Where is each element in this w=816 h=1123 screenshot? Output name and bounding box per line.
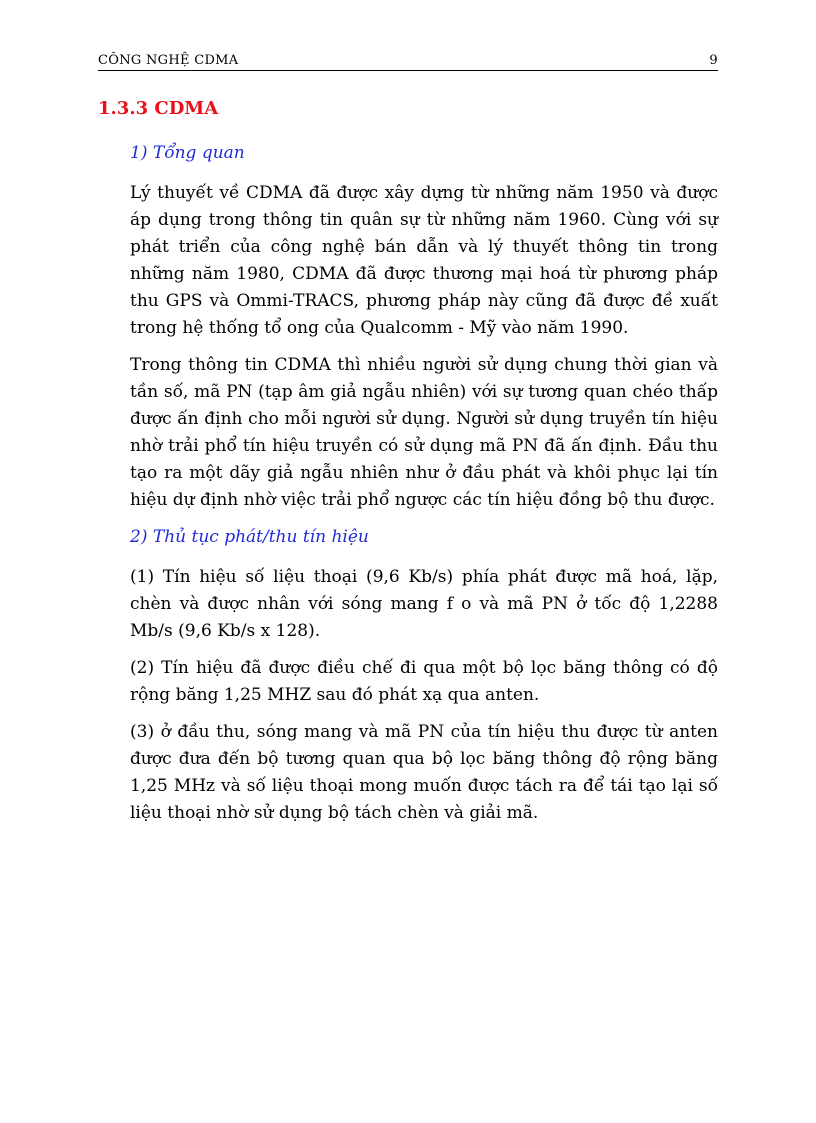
- overview-paragraph-1: Lý thuyết về CDMA đã được xây dựng từ những năm 1950 và được áp dụng trong thông tin quân sự từ những năm 1960. Cùng với sự phát triển của công nghệ bán dẫn và lý thuyết thông tin trong những năm 1980, CDMA đã được thương mại hoá từ phương pháp thu GPS và Ommi-TRACS, phương pháp này cũng đã được đề xuất trong hệ thống tổ ong của Qualcomm - Mỹ vào năm 1990.: [130, 183, 718, 338]
- page-header: [98, 48, 718, 71]
- header-title: CÔNG NGHỆ CDMA: [98, 53, 239, 68]
- subheading-overview: 1) Tổng quan: [130, 143, 245, 163]
- overview-paragraph-2: Trong thông tin CDMA thì nhiều người sử dụng chung thời gian và tần số, mã PN (tạp âm giả ngẫu nhiên) với sự tương quan chéo thấp được ấn định cho mỗi người sử dụng. Người sử dụng truyền tín hiệu nhờ trải phổ tín hiệu truyền có sử dụng mã PN đã ấn định. Đầu thu tạo ra một dãy giả ngẫu nhiên như ở đầu phát và khôi phục lại tín hiệu dự định nhờ việc trải phổ ngược các tín hiệu đồng bộ thu được.: [130, 355, 718, 510]
- procedure-step-3: (3) ở đầu thu, sóng mang và mã PN của tín hiệu thu được từ anten được đưa đến bộ tương quan qua bộ lọc băng thông độ rộng băng 1,25 MHz và số liệu thoại mong muốn được tách ra để tái tạo lại số liệu thoại nhờ sử dụng bộ tách chèn và giải mã.: [130, 722, 718, 823]
- procedure-step-2: (2) Tín hiệu đã được điều chế đi qua một bộ lọc băng thông có độ rộng băng 1,25 MHZ sau đó phát xạ qua anten.: [130, 658, 718, 705]
- page-number: 9: [709, 53, 718, 68]
- subheading-procedure: 2) Thủ tục phát/thu tín hiệu: [130, 527, 369, 547]
- document-body: [130, 140, 718, 837]
- procedure-step-1: (1) Tín hiệu số liệu thoại (9,6 Kb/s) phía phát được mã hoá, lặp, chèn và được nhân với sóng mang f o và mã PN ở tốc độ 1,2288 Mb/s (9,6 Kb/s x 128).: [130, 567, 718, 641]
- section-title: 1.3.3 CDMA: [98, 98, 219, 119]
